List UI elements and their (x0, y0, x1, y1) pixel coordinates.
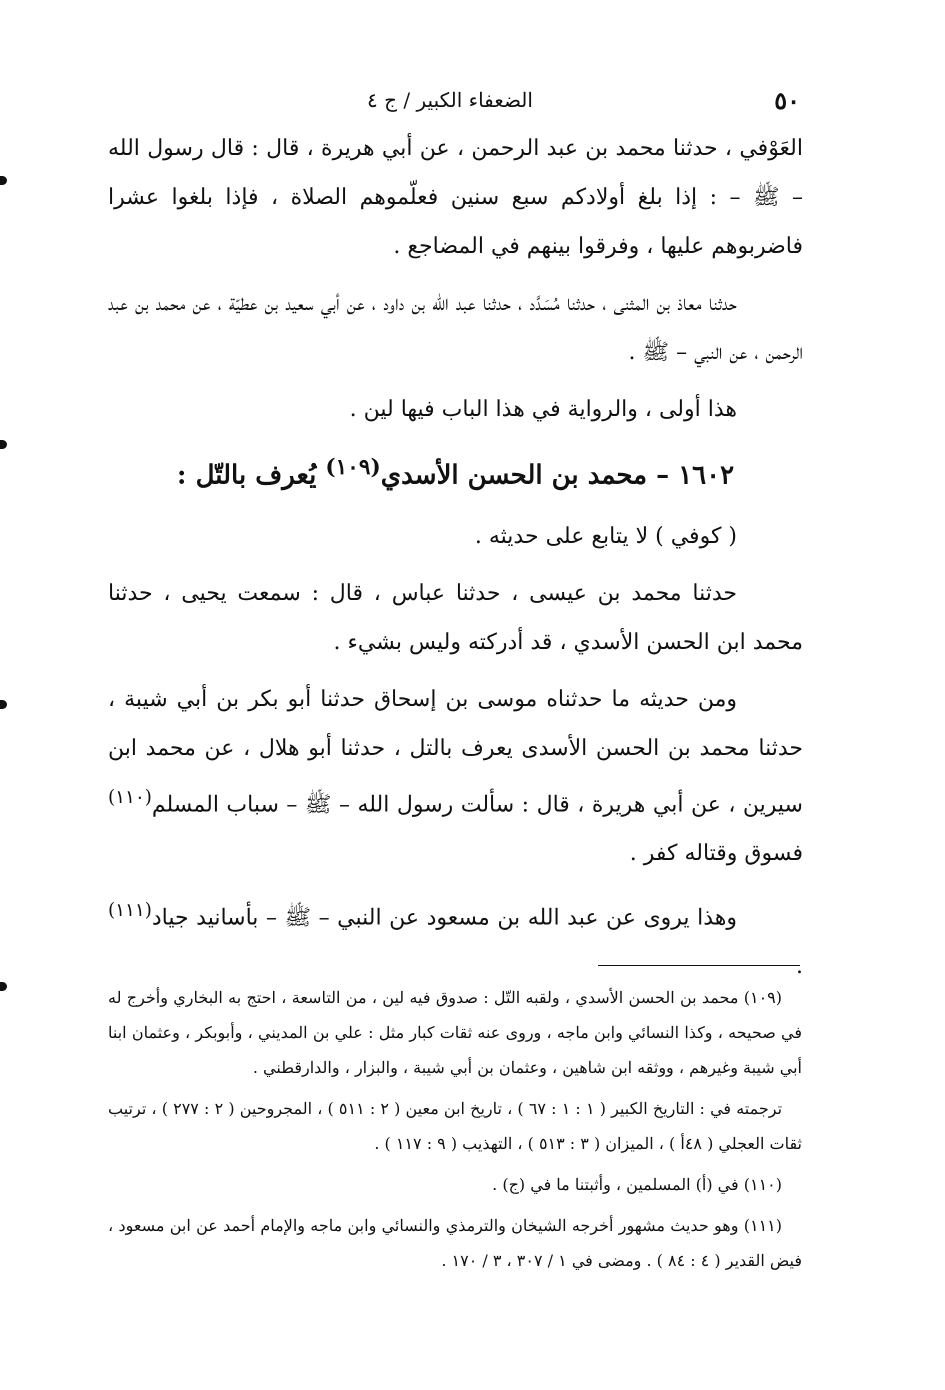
footnote-109-sources: ترجمته في : التاريخ الكبير ( ١ : ١ : ٦٧ ) ، تاريخ ابن معين ( ٢ : ٥١١ ) ، المجروحين ( ٢ : ٢٧٧ ) ، ترتيب ثقات العجلي ( ٤٨أ ) ، الميزان ( ٣ : ٥١٣ ) ، التهذيب ( ٩ : ١١٧ ) . (108, 1099, 802, 1153)
entry-heading-title: ١٦٠٢ – محمد بن الحسن الأسدي (380, 460, 735, 491)
page-header (100, 86, 800, 120)
entry-heading-nickname: يُعرف بالتّل : (176, 460, 326, 491)
footnote-110: (١١٠) في (أ) المسلمين ، وأثبتنا ما في (ج) . (492, 1175, 782, 1194)
footnote-separator (598, 965, 800, 966)
other-chains-end: . (796, 954, 803, 980)
footnote-marker-111: (١١١) (108, 899, 152, 921)
scan-edge-mark (0, 982, 7, 991)
entry-heading (108, 442, 803, 502)
hadith-text-end: فسوق وقتاله كفر . (629, 840, 803, 866)
paragraph-origin: ( كوفي ) لا يتابع على حديثه . (474, 523, 737, 549)
paragraph-judgment: هذا أولى ، والرواية في هذا الباب فيها لين . (349, 397, 737, 422)
other-chains-text: وهذا يروى عن عبد الله بن مسعود عن النبي – ﷺ – بأسانيد جياد (151, 905, 737, 931)
paragraph-continued-hadith: العَوْفي ، حدثنا محمد بن عبد الرحمن ، عن أبي هريرة ، قال : قال رسول الله – ﷺ – : إذا بلغ أولادكم سبع سنين فعلّموهم الصلاة ، فإذا بلغوا عشرا فاضربوهم عليها ، وفرقوا بينهم في المضاجع . (108, 136, 803, 259)
footnote-marker-109: (١٠٩) (325, 455, 381, 480)
footnote-marker-110: (١١٠) (108, 786, 152, 808)
footnote-109: (١٠٩) محمد بن الحسن الأسدي ، ولقبه التّل : صدوق فيه لين ، من التاسعة ، احتج به البخاري وأخرج له في صحيحه ، وكذا النسائي وابن ماجه ، وروى عنه ثقات كبار مثل : علي بن المديني ، وأبوبكر ، وعثمان ابنا أبي شيبة وغيرهم ، ووثقه ابن شاهين ، وعثمان بن أبي شيبة ، والبزار ، والدارقطني . (108, 988, 802, 1077)
footnotes (108, 980, 802, 1284)
page-number: ٥٠ (774, 86, 800, 115)
scan-edge-mark (0, 176, 7, 185)
paragraph-hadith-chain (108, 675, 803, 878)
paragraph-other-chains (108, 886, 803, 991)
scan-edge-mark (0, 440, 7, 449)
hadith-text: ومن حديثه ما حدثناه موسى بن إسحاق حدثنا أبو بكر بن أبي شيبة ، حدثنا محمد بن الحسن الأسدى يعرف بالتل ، حدثنا أبو هلال ، عن محمد ابن سيرين ، عن أبي هريرة ، قال : سألت رسول الله – ﷺ – سباب المسلم (108, 686, 803, 817)
scan-edge-mark (0, 700, 7, 709)
paragraph-second-chain: حدثنا معاذ بن المثنى ، حدثنا مُسَدَّد ، حدثنا عبد الله بن داود ، عن أبي سعيد بن عطيّة ، عن محمد بن عبد الرحمن ، عن النبي – ﷺ . (108, 291, 803, 365)
footnote-111: (١١١) وهو حديث مشهور أخرجه الشيخان والترمذي والنسائي وابن ماجه والإمام أحمد عن ابن مسعود ، فيض القدير ( ٤ : ٨٤ ) . ومضى في ١ / ٣٠٧ ، ٣ / ١٧٠ . (108, 1216, 802, 1270)
paragraph-yahya-report: حدثنا محمد بن عيسى ، حدثنا عباس ، قال : سمعت يحيى ، حدثنا محمد ابن الحسن الأسدي ، قد أدركته وليس بشيء . (108, 580, 803, 655)
main-text (108, 124, 803, 999)
running-title: الضعفاء الكبير / ج ٤ (367, 88, 533, 112)
